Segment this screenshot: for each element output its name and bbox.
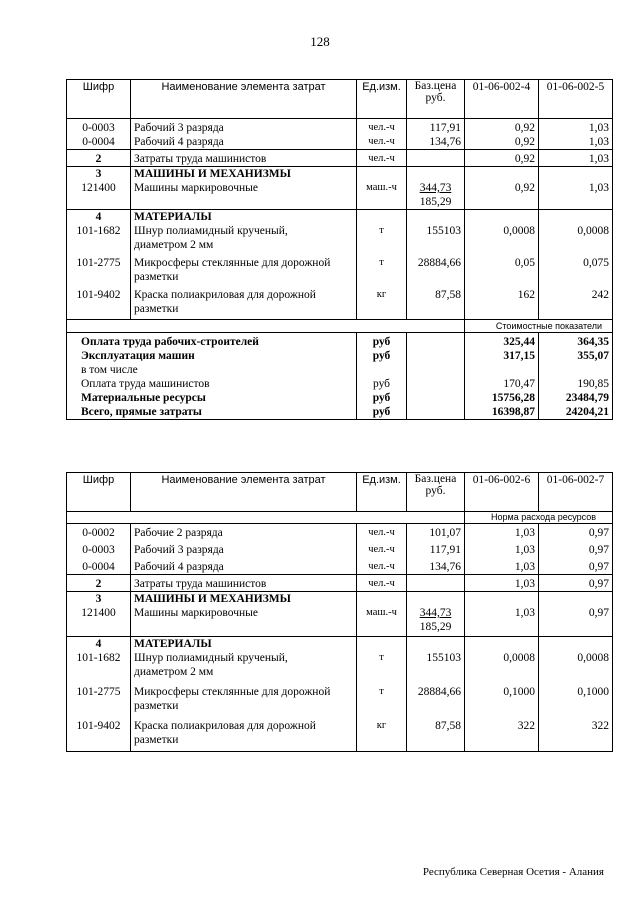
table-row: 2 Затраты труда машинистов чел.-ч 1,03 0,97 [67, 575, 613, 592]
table-row: 121400 Машины маркировочные маш.-ч 344,73 185,29 0,92 1,03 [67, 181, 613, 210]
table-header [67, 80, 613, 119]
summary-row: Материальные ресурсы руб 15756,28 23484,79 [67, 391, 613, 405]
table-row: 101-1682 Шнур полиамидный крученый, диаметром 2 мм т 155103 0,0008 0,0008 [67, 651, 613, 685]
table-row: 121400 Машины маркировочные маш.-ч 344,73 185,29 1,03 0,97 [67, 606, 613, 637]
summary-row: Оплата труда рабочих-строителей руб 325,44 364,35 [67, 333, 613, 350]
header-col6: 01-06-002-5 [539, 80, 613, 119]
section-row: 3 МАШИНЫ И МЕХАНИЗМЫ [67, 167, 613, 182]
table-row: 0-0004 Рабочий 4 разряда чел.-ч 134,76 1,03 0,97 [67, 557, 613, 575]
header-col5: 01-06-002-4 [465, 80, 539, 119]
header-unit: Ед.изм. [357, 80, 407, 119]
table-row: 0-0003 Рабочий 3 разряда чел.-ч 117,91 1,03 0,97 [67, 540, 613, 557]
norm-label: Норма расхода ресурсов [465, 512, 613, 524]
table-row: 101-9402 Краска полиакриловая для дорожной разметки кг 87,58 322 322 [67, 719, 613, 752]
header-unit: Ед.изм. [357, 473, 407, 512]
section-row: 3 МАШИНЫ И МЕХАНИЗМЫ [67, 592, 613, 607]
header-code: Шифр [67, 80, 131, 119]
cost-table-2 [66, 472, 613, 752]
header-col6: 01-06-002-7 [539, 473, 613, 512]
table-row: 101-1682 Шнур полиамидный крученый, диаметром 2 мм т 155103 0,0008 0,0008 [67, 224, 613, 256]
table-row: 0-0003 Рабочий 3 разряда чел.-ч 117,91 0,92 1,03 [67, 119, 613, 136]
cost-indicators-label: Стоимостные показатели [465, 320, 613, 333]
table-row: 0-0002 Рабочие 2 разряда чел.-ч 101,07 1,03 0,97 [67, 524, 613, 541]
header-col5: 01-06-002-6 [465, 473, 539, 512]
cost-indicators-label-row [67, 320, 613, 333]
header-code: Шифр [67, 473, 131, 512]
header-name: Наименование элемента затрат [131, 80, 357, 119]
norm-label-row [67, 512, 613, 524]
summary-row: Всего, прямые затраты руб 16398,87 24204,21 [67, 405, 613, 420]
page-number: 128 [310, 34, 330, 49]
table-row: 101-2775 Микросферы стеклянные для дорожной разметки т 28884,66 0,1000 0,1000 [67, 685, 613, 719]
summary-row: Эксплуатация машин руб 317,15 355,07 [67, 349, 613, 363]
section-row: 4 МАТЕРИАЛЫ [67, 210, 613, 225]
section-row: 4 МАТЕРИАЛЫ [67, 637, 613, 652]
table-row: 101-2775 Микросферы стеклянные для дорожной разметки т 28884,66 0,05 0,075 [67, 256, 613, 288]
table-row: 0-0004 Рабочий 4 разряда чел.-ч 134,76 0,92 1,03 [67, 135, 613, 150]
table-row: 2 Затраты труда машинистов чел.-ч 0,92 1,03 [67, 150, 613, 167]
header-price: Баз.цена руб. [407, 80, 465, 119]
header-name: Наименование элемента затрат [131, 473, 357, 512]
footer-region: Республика Северная Осетия - Алания [422, 866, 604, 878]
table-header [67, 473, 613, 512]
summary-row: Оплата труда машинистов руб 170,47 190,85 [67, 377, 613, 391]
header-price: Баз.цена руб. [407, 473, 465, 512]
table-row: 101-9402 Краска полиакриловая для дорожной разметки кг 87,58 162 242 [67, 288, 613, 320]
summary-row: в том числе [67, 363, 613, 377]
cost-table-1 [66, 79, 613, 420]
